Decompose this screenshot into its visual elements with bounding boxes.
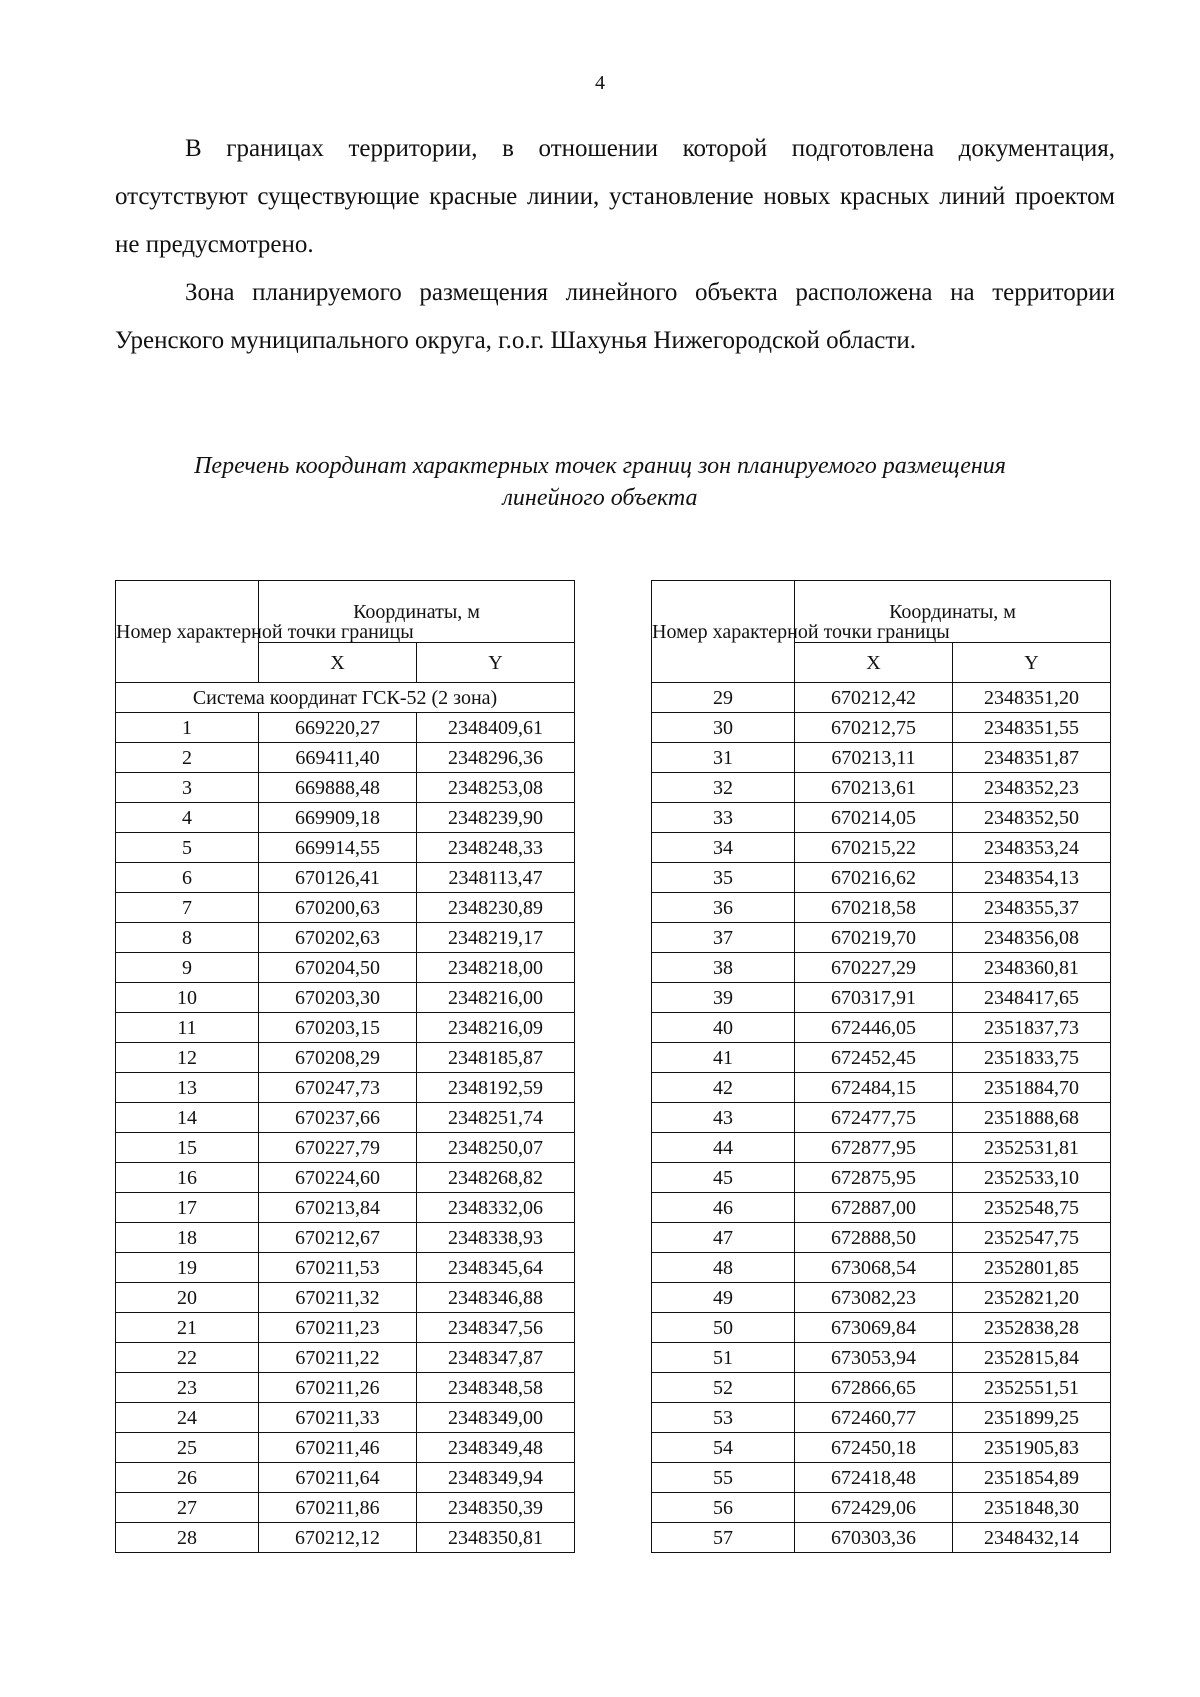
y-coordinate-cell: 2352548,75 (953, 1193, 1111, 1223)
point-number-cell: 18 (116, 1223, 259, 1253)
y-coordinate-cell: 2348350,39 (417, 1493, 575, 1523)
point-number-cell: 3 (116, 773, 259, 803)
y-coordinate-cell: 2348351,87 (953, 743, 1111, 773)
x-coordinate-cell: 670211,32 (259, 1283, 417, 1313)
paragraph-red-lines: В границах территории, в отношении которой подготовлена документация, отсутствуют существующие красные линии, установление новых красных линий проектом не предусмотрено. (115, 135, 1115, 258)
y-coordinate-cell: 2348355,37 (953, 893, 1111, 923)
y-coordinate-cell: 2351905,83 (953, 1433, 1111, 1463)
y-coordinate-cell: 2348192,59 (417, 1073, 575, 1103)
x-coordinate-cell: 670211,33 (259, 1403, 417, 1433)
point-number-cell: 20 (116, 1283, 259, 1313)
point-number-cell: 19 (116, 1253, 259, 1283)
table-caption-line-1: Перечень координат характерных точек границ зон планируемого размещения (194, 453, 1006, 479)
point-number-cell: 48 (652, 1253, 795, 1283)
x-coordinate-cell: 669411,40 (259, 743, 417, 773)
y-coordinate-cell: 2348349,48 (417, 1433, 575, 1463)
table-row (116, 1223, 575, 1253)
x-coordinate-cell: 670203,30 (259, 983, 417, 1013)
x-coordinate-cell: 673068,54 (795, 1253, 953, 1283)
x-coordinate-cell: 672484,15 (795, 1073, 953, 1103)
x-coordinate-cell: 669888,48 (259, 773, 417, 803)
table-row (652, 1073, 1111, 1103)
table-row (652, 803, 1111, 833)
x-coordinate-cell: 670213,11 (795, 743, 953, 773)
table-row (652, 833, 1111, 863)
table-row (652, 1523, 1111, 1553)
coordinates-header: Координаты, м (259, 581, 575, 643)
y-coordinate-cell: 2348353,24 (953, 833, 1111, 863)
x-coordinate-cell: 670219,70 (795, 923, 953, 953)
x-coordinate-cell: 672877,95 (795, 1133, 953, 1163)
x-coordinate-cell: 670126,41 (259, 863, 417, 893)
x-coordinate-cell: 669220,27 (259, 713, 417, 743)
point-number-cell: 51 (652, 1343, 795, 1373)
y-coordinate-cell: 2348218,00 (417, 953, 575, 983)
point-number-cell: 22 (116, 1343, 259, 1373)
table-row (116, 1133, 575, 1163)
body-text (115, 125, 1115, 365)
y-coordinate-cell: 2351854,89 (953, 1463, 1111, 1493)
x-coordinate-cell: 670213,61 (795, 773, 953, 803)
y-coordinate-cell: 2348351,55 (953, 713, 1111, 743)
y-coordinate-cell: 2351837,73 (953, 1013, 1111, 1043)
table-row (652, 1103, 1111, 1133)
y-coordinate-cell: 2351884,70 (953, 1073, 1111, 1103)
x-coordinate-cell: 672888,50 (795, 1223, 953, 1253)
table-row (652, 683, 1111, 713)
point-number-cell: 50 (652, 1313, 795, 1343)
y-coordinate-cell: 2348347,87 (417, 1343, 575, 1373)
point-number-cell: 45 (652, 1163, 795, 1193)
point-number-cell: 49 (652, 1283, 795, 1313)
y-coordinate-cell: 2348349,00 (417, 1403, 575, 1433)
point-number-cell: 21 (116, 1313, 259, 1343)
y-coordinate-cell: 2348250,07 (417, 1133, 575, 1163)
table-row (652, 1433, 1111, 1463)
x-coordinate-cell: 672460,77 (795, 1403, 953, 1433)
x-coordinate-cell: 670227,29 (795, 953, 953, 983)
x-coordinate-cell: 670214,05 (795, 803, 953, 833)
y-coordinate-cell: 2351848,30 (953, 1493, 1111, 1523)
table-row (116, 1013, 575, 1043)
x-coordinate-cell: 672866,65 (795, 1373, 953, 1403)
x-coordinate-cell: 670212,67 (259, 1223, 417, 1253)
x-coordinate-cell: 670211,23 (259, 1313, 417, 1343)
point-number-cell: 30 (652, 713, 795, 743)
point-number-cell: 44 (652, 1133, 795, 1163)
table-caption-line-2: линейного объекта (502, 485, 698, 511)
point-number-cell: 24 (116, 1403, 259, 1433)
x-coordinate-cell: 670211,64 (259, 1463, 417, 1493)
point-number-cell: 15 (116, 1133, 259, 1163)
x-coordinate-cell: 670212,12 (259, 1523, 417, 1553)
x-coordinate-cell: 669909,18 (259, 803, 417, 833)
point-number-cell: 2 (116, 743, 259, 773)
x-coordinate-cell: 670200,63 (259, 893, 417, 923)
paragraph-zone-location: Зона планируемого размещения линейного объекта расположена на территории Уренского муниципального округа, г.о.г. Шахунья Нижегородской области. (115, 279, 1115, 354)
table-row (116, 743, 575, 773)
x-coordinate-cell: 673053,94 (795, 1343, 953, 1373)
y-coordinate-cell: 2348216,09 (417, 1013, 575, 1043)
table-row (116, 833, 575, 863)
point-number-cell: 26 (116, 1463, 259, 1493)
table-row (116, 983, 575, 1013)
y-coordinate-cell: 2352815,84 (953, 1343, 1111, 1373)
point-number-cell: 8 (116, 923, 259, 953)
point-number-cell: 56 (652, 1493, 795, 1523)
x-coordinate-cell: 670303,36 (795, 1523, 953, 1553)
y-coordinate-cell: 2352547,75 (953, 1223, 1111, 1253)
table-row (116, 893, 575, 923)
x-coordinate-cell: 670202,63 (259, 923, 417, 953)
x-coordinate-cell: 670247,73 (259, 1073, 417, 1103)
table-row (652, 1283, 1111, 1313)
y-coordinate-cell: 2348432,14 (953, 1523, 1111, 1553)
y-coordinate-cell: 2348352,50 (953, 803, 1111, 833)
point-number-cell: 13 (116, 1073, 259, 1103)
y-coordinate-cell: 2348354,13 (953, 863, 1111, 893)
point-number-cell: 54 (652, 1433, 795, 1463)
y-coordinate-cell: 2352551,51 (953, 1373, 1111, 1403)
x-coordinate-cell: 670211,86 (259, 1493, 417, 1523)
y-coordinate-cell: 2348230,89 (417, 893, 575, 923)
table-row (652, 1013, 1111, 1043)
x-coordinate-cell: 670227,79 (259, 1133, 417, 1163)
table-row (652, 1193, 1111, 1223)
table-row (652, 1313, 1111, 1343)
y-coordinate-cell: 2348409,61 (417, 713, 575, 743)
x-coordinate-cell: 670218,58 (795, 893, 953, 923)
point-number-cell: 42 (652, 1073, 795, 1103)
point-number-cell: 55 (652, 1463, 795, 1493)
table-row (652, 1403, 1111, 1433)
x-coordinate-cell: 670211,46 (259, 1433, 417, 1463)
coordinates-header: Координаты, м (795, 581, 1111, 643)
left-table-body (116, 683, 575, 1553)
point-number-header: Номер характерной точки границы (116, 581, 259, 683)
y-coordinate-cell: 2348239,90 (417, 803, 575, 833)
point-number-cell: 38 (652, 953, 795, 983)
point-number-cell: 37 (652, 923, 795, 953)
table-row (116, 1373, 575, 1403)
y-coordinate-cell: 2352531,81 (953, 1133, 1111, 1163)
y-coordinate-cell: 2348345,64 (417, 1253, 575, 1283)
coordinates-table-left (115, 580, 575, 1553)
x-coordinate-cell: 669914,55 (259, 833, 417, 863)
table-row (652, 1253, 1111, 1283)
x-coordinate-cell: 672875,95 (795, 1163, 953, 1193)
y-coordinate-cell: 2348352,23 (953, 773, 1111, 803)
table-row (652, 1043, 1111, 1073)
x-coordinate-cell: 670211,22 (259, 1343, 417, 1373)
x-coordinate-cell: 670215,22 (795, 833, 953, 863)
point-number-cell: 34 (652, 833, 795, 863)
table-row (116, 1043, 575, 1073)
table-row (652, 1373, 1111, 1403)
point-number-cell: 36 (652, 893, 795, 923)
point-number-cell: 7 (116, 893, 259, 923)
y-coordinate-cell: 2352801,85 (953, 1253, 1111, 1283)
y-coordinate-cell: 2352533,10 (953, 1163, 1111, 1193)
y-coordinate-cell: 2348351,20 (953, 683, 1111, 713)
point-number-cell: 5 (116, 833, 259, 863)
table-row (116, 1193, 575, 1223)
y-coordinate-cell: 2352838,28 (953, 1313, 1111, 1343)
x-coordinate-cell: 670203,15 (259, 1013, 417, 1043)
x-header: X (795, 643, 953, 683)
x-coordinate-cell: 672429,06 (795, 1493, 953, 1523)
y-coordinate-cell: 2348346,88 (417, 1283, 575, 1313)
table-row (116, 713, 575, 743)
point-number-cell: 57 (652, 1523, 795, 1553)
table-row (116, 953, 575, 983)
point-number-cell: 53 (652, 1403, 795, 1433)
x-coordinate-cell: 670213,84 (259, 1193, 417, 1223)
point-number-cell: 27 (116, 1493, 259, 1523)
point-number-cell: 41 (652, 1043, 795, 1073)
y-coordinate-cell: 2348356,08 (953, 923, 1111, 953)
table-row (116, 863, 575, 893)
point-number-cell: 23 (116, 1373, 259, 1403)
table-row (116, 1523, 575, 1553)
y-coordinate-cell: 2348350,81 (417, 1523, 575, 1553)
y-coordinate-cell: 2348113,47 (417, 863, 575, 893)
point-number-cell: 28 (116, 1523, 259, 1553)
point-number-cell: 31 (652, 743, 795, 773)
x-coordinate-cell: 670212,75 (795, 713, 953, 743)
point-number-cell: 11 (116, 1013, 259, 1043)
table-row (116, 1283, 575, 1313)
x-header: X (259, 643, 417, 683)
table-caption (100, 450, 1100, 514)
y-coordinate-cell: 2348348,58 (417, 1373, 575, 1403)
x-coordinate-cell: 670224,60 (259, 1163, 417, 1193)
table-row (652, 1463, 1111, 1493)
point-number-cell: 1 (116, 713, 259, 743)
point-number-cell: 29 (652, 683, 795, 713)
table-row (116, 1073, 575, 1103)
y-coordinate-cell: 2348347,56 (417, 1313, 575, 1343)
y-header: Y (417, 643, 575, 683)
x-coordinate-cell: 672418,48 (795, 1463, 953, 1493)
y-coordinate-cell: 2348185,87 (417, 1043, 575, 1073)
table-row (652, 1133, 1111, 1163)
point-number-cell: 14 (116, 1103, 259, 1133)
table-row (652, 773, 1111, 803)
point-number-cell: 47 (652, 1223, 795, 1253)
x-coordinate-cell: 670317,91 (795, 983, 953, 1013)
y-coordinate-cell: 2348219,17 (417, 923, 575, 953)
x-coordinate-cell: 670216,62 (795, 863, 953, 893)
point-number-cell: 52 (652, 1373, 795, 1403)
x-coordinate-cell: 673069,84 (795, 1313, 953, 1343)
x-coordinate-cell: 670212,42 (795, 683, 953, 713)
point-number-cell: 32 (652, 773, 795, 803)
table-row (652, 923, 1111, 953)
y-coordinate-cell: 2348216,00 (417, 983, 575, 1013)
point-number-cell: 46 (652, 1193, 795, 1223)
table-row (652, 1343, 1111, 1373)
table-row (652, 743, 1111, 773)
x-coordinate-cell: 672450,18 (795, 1433, 953, 1463)
point-number-cell: 43 (652, 1103, 795, 1133)
y-coordinate-cell: 2348296,36 (417, 743, 575, 773)
table-row (116, 923, 575, 953)
table-row (652, 1223, 1111, 1253)
table-row (116, 1253, 575, 1283)
coordinate-system-row: Система координат ГСК-52 (2 зона) (116, 683, 575, 713)
table-row (116, 773, 575, 803)
y-coordinate-cell: 2352821,20 (953, 1283, 1111, 1313)
table-row (116, 1103, 575, 1133)
y-coordinate-cell: 2348360,81 (953, 953, 1111, 983)
x-coordinate-cell: 672446,05 (795, 1013, 953, 1043)
point-number-cell: 9 (116, 953, 259, 983)
point-number-cell: 25 (116, 1433, 259, 1463)
x-coordinate-cell: 670204,50 (259, 953, 417, 983)
y-header: Y (953, 643, 1111, 683)
table-row (652, 953, 1111, 983)
table-row (652, 1493, 1111, 1523)
table-row (116, 1463, 575, 1493)
x-coordinate-cell: 673082,23 (795, 1283, 953, 1313)
x-coordinate-cell: 670211,26 (259, 1373, 417, 1403)
y-coordinate-cell: 2351888,68 (953, 1103, 1111, 1133)
y-coordinate-cell: 2351899,25 (953, 1403, 1111, 1433)
right-table-body (652, 683, 1111, 1553)
y-coordinate-cell: 2348251,74 (417, 1103, 575, 1133)
y-coordinate-cell: 2348268,82 (417, 1163, 575, 1193)
y-coordinate-cell: 2348349,94 (417, 1463, 575, 1493)
table-row (116, 1343, 575, 1373)
y-coordinate-cell: 2348253,08 (417, 773, 575, 803)
point-number-cell: 10 (116, 983, 259, 1013)
table-row (652, 713, 1111, 743)
table-row (116, 1493, 575, 1523)
table-row (652, 863, 1111, 893)
point-number-cell: 16 (116, 1163, 259, 1193)
x-coordinate-cell: 672887,00 (795, 1193, 953, 1223)
point-number-cell: 17 (116, 1193, 259, 1223)
table-row (652, 1163, 1111, 1193)
point-number-cell: 40 (652, 1013, 795, 1043)
table-row (116, 1163, 575, 1193)
page-number: 4 (595, 72, 605, 94)
y-coordinate-cell: 2348248,33 (417, 833, 575, 863)
table-row (652, 983, 1111, 1013)
coordinates-table-right (651, 580, 1111, 1553)
point-number-cell: 12 (116, 1043, 259, 1073)
point-number-cell: 4 (116, 803, 259, 833)
x-coordinate-cell: 670211,53 (259, 1253, 417, 1283)
table-row (652, 893, 1111, 923)
point-number-cell: 6 (116, 863, 259, 893)
table-row (116, 1433, 575, 1463)
y-coordinate-cell: 2348332,06 (417, 1193, 575, 1223)
table-row (116, 803, 575, 833)
x-coordinate-cell: 670208,29 (259, 1043, 417, 1073)
y-coordinate-cell: 2348417,65 (953, 983, 1111, 1013)
point-number-cell: 33 (652, 803, 795, 833)
x-coordinate-cell: 672477,75 (795, 1103, 953, 1133)
x-coordinate-cell: 670237,66 (259, 1103, 417, 1133)
table-row (116, 1403, 575, 1433)
y-coordinate-cell: 2351833,75 (953, 1043, 1111, 1073)
point-number-cell: 35 (652, 863, 795, 893)
point-number-header: Номер характерной точки границы (652, 581, 795, 683)
x-coordinate-cell: 672452,45 (795, 1043, 953, 1073)
y-coordinate-cell: 2348338,93 (417, 1223, 575, 1253)
table-row (116, 1313, 575, 1343)
point-number-cell: 39 (652, 983, 795, 1013)
